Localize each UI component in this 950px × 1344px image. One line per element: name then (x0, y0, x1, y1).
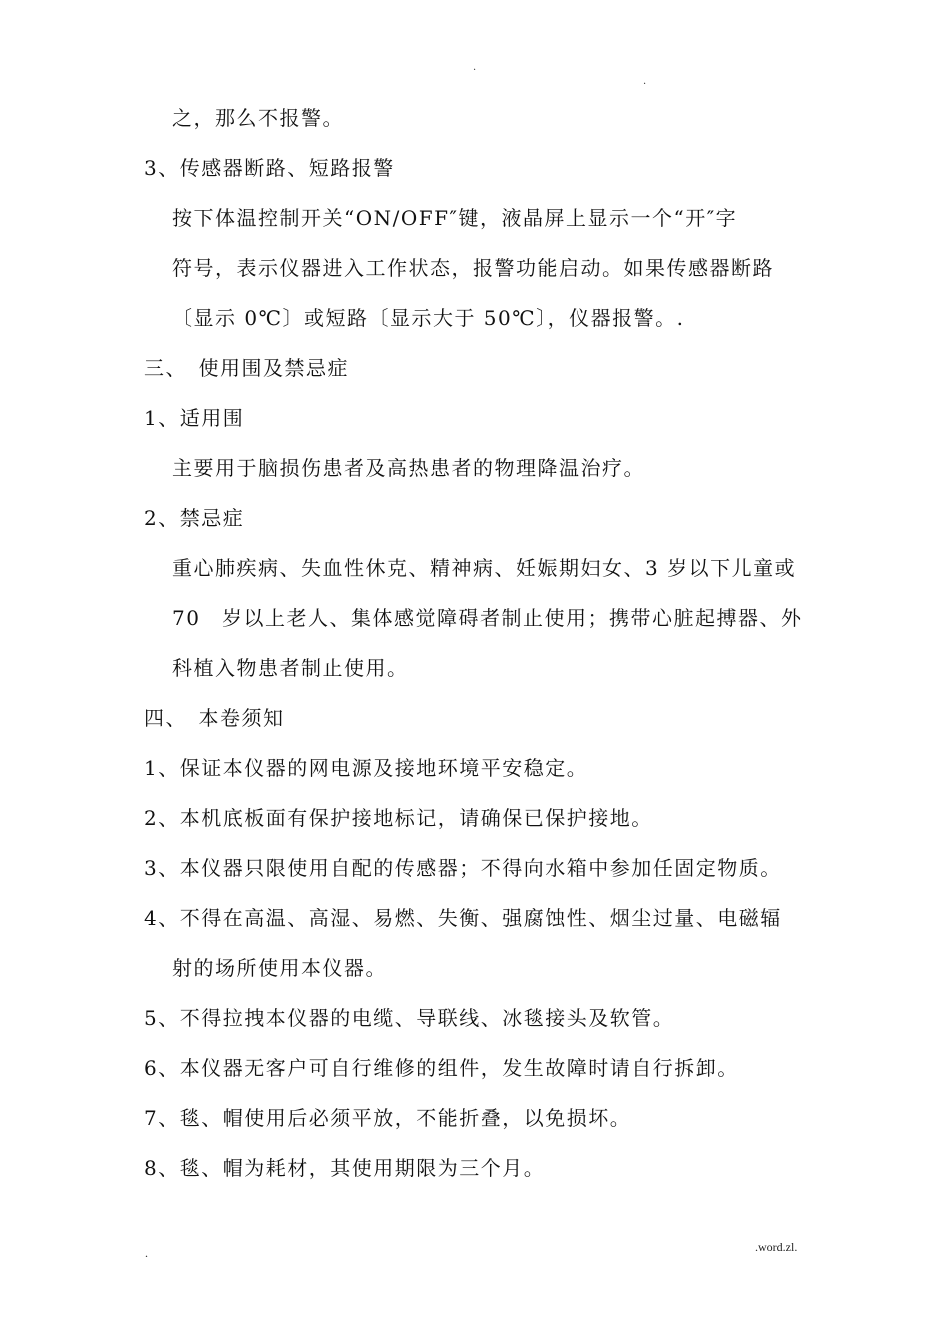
text-line: 4、不得在高温、高湿、易燃、失衡、强腐蚀性、烟尘过量、电磁辐 (144, 906, 782, 930)
text-line: 〔显示 0℃〕或短路〔显示大于 50℃〕，仪器报警。. (172, 306, 685, 330)
text-line: 重心肺疾病、失血性休克、精神病、妊娠期妇女、3 岁以下儿童或 (172, 556, 797, 580)
text-line: 按下体温控制开关“ON/OFF″键，液晶屏上显示一个“开″字 (172, 206, 738, 230)
text-line: 2、禁忌症 (144, 506, 245, 530)
text-line: 8、毯、帽为耗材，其使用期限为三个月。 (144, 1156, 546, 1180)
text-line: 射的场所使用本仪器。 (172, 956, 387, 980)
text-line: 2、本机底板面有保护接地标记，请确保已保护接地。 (144, 806, 653, 830)
footer-dot: . (145, 1246, 148, 1260)
text-line: 符号，表示仪器进入工作状态，报警功能启动。如果传感器断路 (172, 256, 774, 280)
text-line: 7、毯、帽使用后必须平放，不能折叠，以免损坏。 (144, 1106, 632, 1130)
section-heading: 三、 使用围及禁忌症 (144, 356, 349, 380)
text-line: 科植入物患者制止使用。 (172, 656, 409, 680)
section-heading: 四、 本卷须知 (144, 706, 285, 730)
footer-text: .word.zl. (755, 1240, 798, 1254)
text-line: 1、适用围 (144, 406, 245, 430)
text-line: 3、本仪器只限使用自配的传感器；不得向水箱中参加任固定物质。 (144, 856, 782, 880)
text-line: 3、传感器断路、短路报警 (144, 156, 395, 180)
header-dot-right: . (643, 76, 647, 87)
text-line: 1、保证本仪器的网电源及接地环境平安稳定。 (144, 756, 589, 780)
text-line: 5、不得拉拽本仪器的电缆、导联线、冰毯接头及软管。 (144, 1006, 675, 1030)
text-line: 之，那么不报警。 (172, 106, 344, 130)
text-line: 70 岁以上老人、集体感觉障碍者制止使用；携带心脏起搏器、外 (172, 606, 803, 630)
text-line: 6、本仪器无客户可自行维修的组件，发生故障时请自行拆卸。 (144, 1056, 739, 1080)
header-dot-left: . (473, 62, 477, 73)
text-line: 主要用于脑损伤患者及高热患者的物理降温治疗。 (172, 456, 645, 480)
